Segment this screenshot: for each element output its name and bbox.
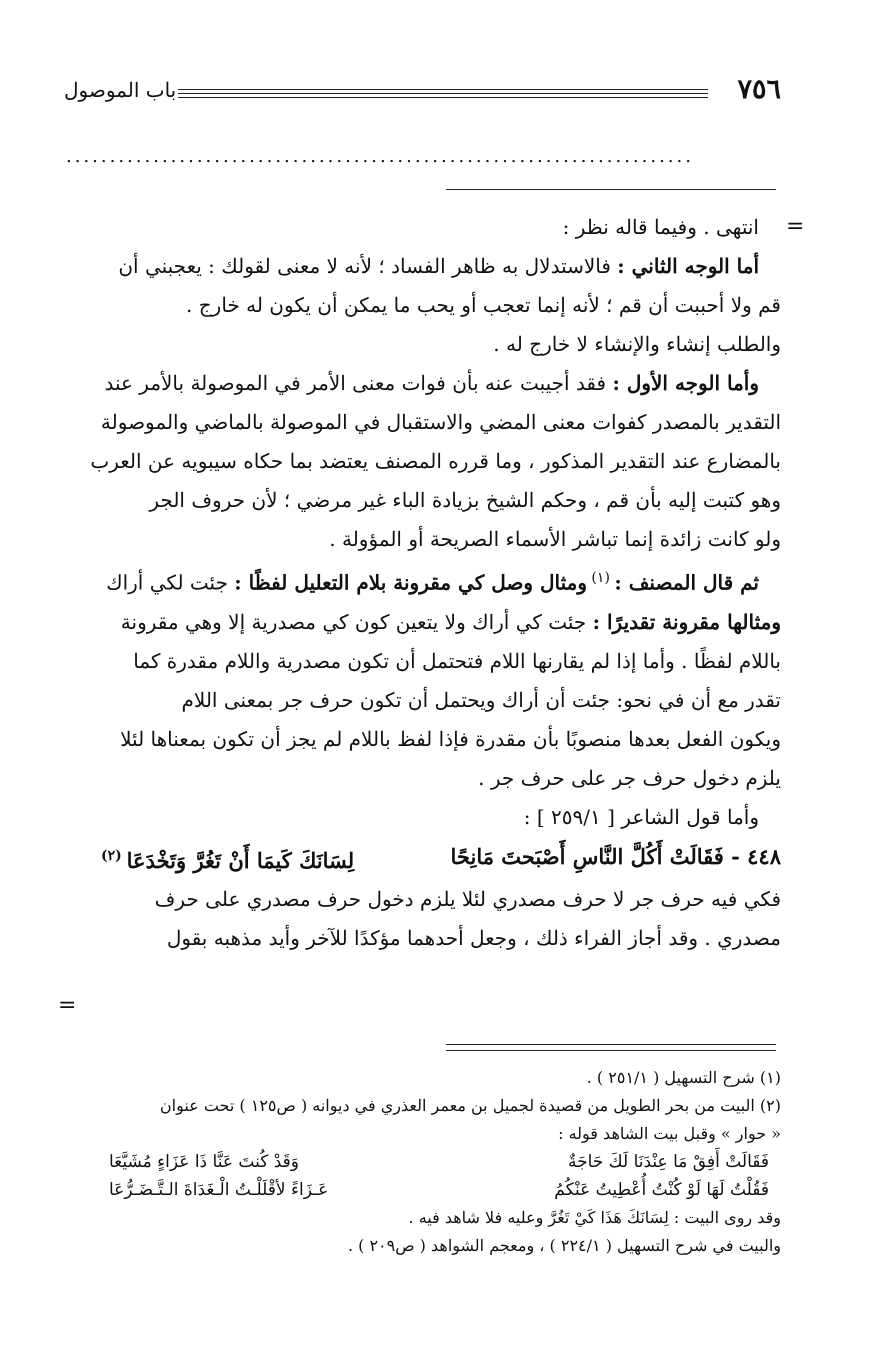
quote-bold: ومثالها مقرونة تقديرًا : [592,609,781,634]
dotted-separator: ........................................................................ [66,146,694,167]
chapter-title: باب الموصول [64,78,177,102]
verse-first-hemistich [451,837,781,880]
footnote-rule-lower [446,1050,776,1051]
text-line: تقدر مع أن في نحو: جئت أن أراك ويحتمل أن تكون حرف جر بمعنى اللام [181,687,781,712]
text-span: جئت كي أراك ولا يتعين كون كي مصدرية إلا وهي مقرونة [120,609,593,634]
text-line: وهو كتبت إليه بأن قم ، وحكم الشيخ بزيادة الباء غير مرضي ؛ لأن حروف الجر [149,488,781,512]
text-line: والطلب إنشاء والإنشاء لا خارج له . [493,332,781,356]
text-line: ويكون الفعل بعدها منصوبًا بأن مقدرة فإذا لفظ باللام لم يجز أن تكون بمعناها لئلا [120,726,781,751]
section-rule [446,189,776,190]
verse-text: وَقَدْ كُنتَ عَنَّا ذَا عَزَاءٍ مُشَيَّعَا [109,1152,299,1172]
footnote: (١) شرح التسهيل ( ٢٥١/١ ) . [586,1068,781,1087]
footnote-verse [109,1176,781,1204]
text-line: باللام لفظًا . وأما إذا لم يقارنها اللام فتحتمل أن تكون مصدرية واللام مقدرة كما [133,648,781,673]
continuation-marker-bottom: = [58,993,77,1018]
quote-bold: ومثال وصل كي مقرونة بلام التعليل لفظًا : [234,570,587,595]
text-line [101,247,781,286]
header-rule [178,89,708,94]
heading-inline: ثم قال المصنف : [614,570,759,595]
verse-second-hemistich [101,837,354,880]
text-line [101,364,781,403]
text-line [101,603,781,642]
footnote: « حوار » وقبل بيت الشاهد قوله : [558,1124,781,1143]
text-line [101,559,781,603]
heading-inline: وأما الوجه الأول : [612,371,759,395]
text-line: انتهى . وفيما قاله نظر : [562,215,759,239]
main-text [90,208,781,958]
text-span: فقد أجيبت عنه بأن فوات معنى الأمر في الموصولة بالأمر عند [104,371,613,395]
poetry-verse [101,837,781,880]
footnote-rule [446,1044,776,1045]
text-line: فكي فيه حرف جر لا حرف مصدري لئلا يلزم دخول حرف مصدري على حرف [154,886,781,911]
text-line: مصدري . وقد أجاز الفراء ذلك ، وجعل أحدهما مؤكدًا للآخر وأيد مذهبه بقول [166,925,781,950]
footnote: (٢) البيت من بحر الطويل من قصيدة لجميل بن معمر العذري في ديوانه ( ص١٢٥ ) تحت عنوان [159,1096,781,1115]
text-line: التقدير بالمصدر كفوات معنى المضي والاستقبال في الموصولة بالماضي والموصولة [100,410,781,434]
footnote-ref: (٢) [101,847,127,864]
page-number: ٧٥٦ [737,74,781,105]
text-line: ولو كانت زائدة إنما تباشر الأسماء الصريحة أو المؤولة . [329,527,781,551]
verse-text: لِسَانَكَ كَيمَا أَنْ تَغُرَّ وَتَخْدَعَا [126,847,355,873]
heading-inline: أما الوجه الثاني : [617,254,759,278]
footnote-ref: (١) [586,570,615,586]
text-line: قم ولا أحببت أن قم ؛ لأنه إنما تعجب أو يحب ما يمكن أن يكون له خارج . [186,293,781,317]
text-span: جئت لكي أراك [106,570,235,595]
continuation-marker-top: = [786,214,805,239]
text-line: يلزم دخول حرف جر على حرف جر . [478,765,781,790]
text-span: فالاستدلال به ظاهر الفساد ؛ لأنه لا معنى لقولك : يعجبني أن [118,254,618,278]
text-line: وأما قول الشاعر [ ٢٥٩/١ ] : [523,804,759,829]
footnote: وقد روى البيت : لِسَانَكَ هَذَا كَيْ تَغُرَّ وعليه فلا شاهد فيه . [408,1208,781,1227]
verse-text: فَقَالَتْ أَفِقْ مَا عِنْدَنَا لَكَ حَاجَةٌ [567,1152,769,1172]
footnotes [91,1064,781,1260]
verse-text: عَـزَاءً لأقْلَلْـتُ الْـغَدَاةَ الـتَّـضَـرُّعَا [109,1180,329,1200]
verse-text: فَقُلْتُ لَهَا لَوْ كُنْتُ أُعْطِيتُ عَنْكُمُ [554,1180,769,1200]
verse-number: ٤٤٨ - [723,843,781,869]
footnote: والبيت في شرح التسهيل ( ٢٢٤/١ ) ، ومعجم الشواهد ( ص٢٠٩ ) . [347,1236,781,1255]
header-rule-lower [178,97,708,98]
text-line: بالمضارع عند التقدير المذكور ، وما قرره المصنف يعتضد بما حكاه سيبويه عن العرب [90,449,781,473]
footnote-verse [109,1148,781,1176]
verse-text: فَقَالَتْ أَكُلَّ النَّاسِ أَصْبَحتَ مَانِحًا [450,843,724,869]
